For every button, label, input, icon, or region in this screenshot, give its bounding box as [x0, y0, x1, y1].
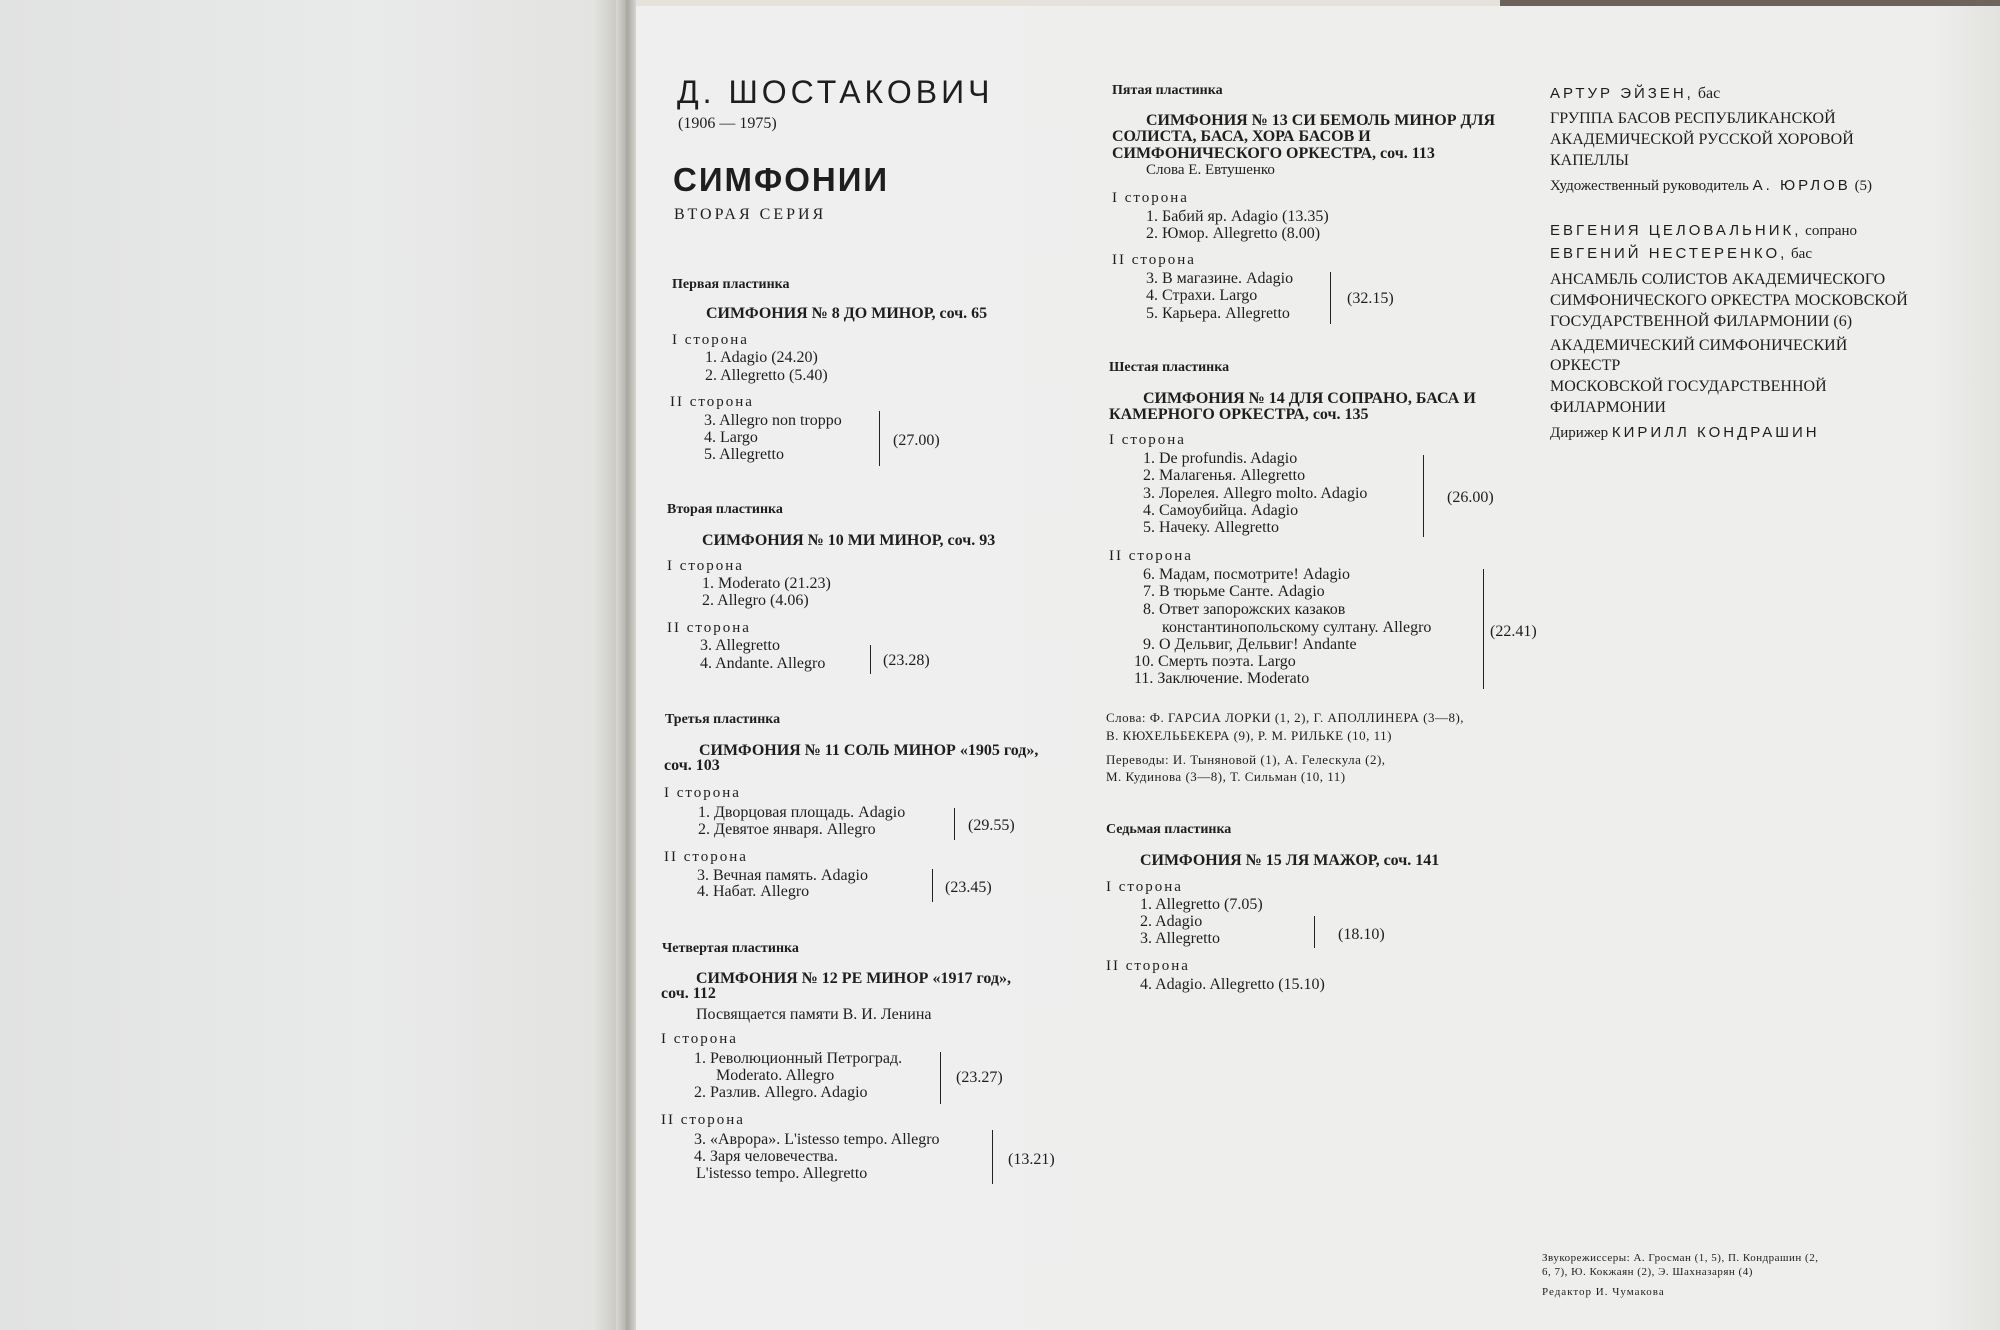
lyrics-credit-cont: В. КЮХЕЛЬБЕКЕРА (9), Р. М. РИЛЬКЕ (10, 11) [1106, 728, 1392, 743]
record-label: Вторая пластинка [667, 502, 783, 517]
bracket-line [1330, 272, 1331, 324]
performer-role: сопрано [1805, 223, 1858, 239]
track: 2. Юмор. Allegretto (8.00) [1146, 225, 1321, 242]
side-duration: (26.00) [1447, 489, 1494, 506]
performer-role: бас [1791, 246, 1812, 262]
composer-years: (1906 — 1975) [678, 115, 777, 132]
booklet-fold [616, 0, 636, 1330]
record-ref: (5) [1854, 178, 1873, 194]
track: 3. В магазине. Adagio [1146, 270, 1294, 287]
side-label: II сторона [1106, 958, 1190, 974]
track: 1. Бабий яр. Adagio (13.35) [1146, 208, 1329, 225]
composer-name: Д. ШОСТАКОВИЧ [677, 74, 994, 110]
track: 4. Самоубийца. Adagio [1143, 502, 1299, 519]
record-label: Третья пластинка [665, 712, 781, 727]
track: 1. Moderato (21.23) [702, 575, 831, 592]
ensemble-line: ГРУППА БАСОВ РЕСПУБЛИКАНСКОЙ [1550, 110, 1836, 127]
track: 11. Заключение. Moderato [1134, 670, 1310, 687]
record-title: СИМФОНИЯ № 15 ЛЯ МАЖОР, соч. 141 [1140, 852, 1440, 869]
record-title-cont: СОЛИСТА, БАСА, ХОРА БАСОВ И [1112, 128, 1371, 145]
track: 8. Ответ запорожских казаков [1143, 601, 1346, 618]
translation-credit: Переводы: И. Тыняновой (1), А. Гелескула (2), [1106, 752, 1386, 767]
record-title-cont: соч. 103 [664, 757, 720, 774]
editor-credit: Редактор И. Чумакова [1542, 1286, 1665, 1298]
track: 3. Allegretto [700, 637, 780, 654]
track: 3. Лорелея. Allegro molto. Adagio [1143, 485, 1368, 502]
record-title: СИМФОНИЯ № 8 ДО МИНОР, соч. 65 [706, 305, 988, 322]
track: 3. Allegretto [1140, 930, 1220, 947]
side-label: I сторона [667, 558, 744, 574]
left-page [0, 0, 618, 1330]
bracket-line [954, 808, 955, 840]
lyrics-credit: Слова Е. Евтушенко [1146, 162, 1275, 178]
orchestra-line: АКАДЕМИЧЕСКИЙ СИМФОНИЧЕСКИЙ [1550, 337, 1848, 354]
side-duration: (23.27) [956, 1069, 1003, 1086]
ensemble-line: СИМФОНИЧЕСКОГО ОРКЕСТРА МОСКОВСКОЙ [1550, 292, 1908, 309]
side-duration: (23.28) [883, 652, 930, 669]
bracket-line [1423, 455, 1424, 537]
side-duration: (23.45) [945, 879, 992, 896]
record-label: Первая пластинка [672, 277, 790, 292]
side-duration: (29.55) [968, 817, 1015, 834]
track: 6. Мадам, посмотрите! Adagio [1143, 566, 1350, 583]
record-label: Седьмая пластинка [1106, 822, 1232, 837]
record-title: СИМФОНИЯ № 13 СИ БЕМОЛЬ МИНОР ДЛЯ [1146, 112, 1495, 129]
side-duration: (13.21) [1008, 1151, 1055, 1168]
side-duration: (27.00) [893, 432, 940, 449]
performer [1550, 223, 1857, 239]
track: 1. Allegretto (7.05) [1140, 896, 1263, 913]
track: 9. О Дельвиг, Дельвиг! Andante [1143, 636, 1357, 653]
track: 4. Adagio. Allegretto (15.10) [1140, 976, 1325, 993]
orchestra-line: МОСКОВСКОЙ ГОСУДАРСТВЕННОЙ [1550, 378, 1827, 395]
record-title: СИМФОНИЯ № 14 ДЛЯ СОПРАНО, БАСА И [1143, 390, 1476, 407]
side-duration: (22.41) [1490, 623, 1537, 640]
track: 2. Малагенья. Allegretto [1143, 467, 1306, 484]
track: 4. Страхи. Largo [1146, 287, 1258, 304]
track: 3. Вечная память. Adagio [697, 867, 868, 884]
performer [1550, 246, 1812, 262]
track: 1. Дворцовая площадь. Adagio [698, 804, 906, 821]
track: 4. Набат. Allegro [697, 883, 810, 900]
track: 1. De profundis. Adagio [1143, 450, 1298, 467]
lyrics-credit: Слова: Ф. ГАРСИА ЛОРКИ (1, 2), Г. АПОЛЛИНЕРА (3—8), [1106, 710, 1465, 725]
track: 5. Карьера. Allegretto [1146, 305, 1290, 322]
bracket-line [940, 1052, 941, 1104]
side-label: II сторона [667, 620, 751, 636]
performer-name: ЕВГЕНИЯ ЦЕЛОВАЛЬНИК, [1550, 222, 1802, 239]
performer-role: бас [1697, 85, 1721, 102]
page-title: СИМФОНИИ [673, 161, 890, 198]
orchestra-line: ОРКЕСТР [1550, 357, 1621, 374]
record-title: СИМФОНИЯ № 12 РЕ МИНОР «1917 год», [696, 970, 1011, 987]
side-duration: (18.10) [1338, 926, 1385, 943]
conductor-name: КИРИЛЛ КОНДРАШИН [1611, 424, 1820, 441]
bracket-line [932, 869, 933, 902]
conductor-label: Дирижер [1550, 425, 1609, 441]
conductor [1550, 425, 1820, 441]
track-cont: Moderato. Allegro [716, 1067, 835, 1084]
director-label: Художественный руководитель [1550, 178, 1749, 194]
side-label: I сторона [1106, 879, 1183, 895]
track: 3. «Аврора». L'istesso tempo. Allegro [694, 1131, 940, 1148]
track: 2. Девятое января. Allegro [698, 821, 876, 838]
record-title: СИМФОНИЯ № 11 СОЛЬ МИНОР «1905 год», [699, 742, 1039, 759]
ensemble-line [1550, 314, 1852, 330]
record-label: Пятая пластинка [1112, 83, 1223, 98]
record-label: Шестая пластинка [1109, 360, 1230, 375]
track: 2. Allegro (4.06) [702, 592, 809, 609]
track: 4. Andante. Allegro [700, 655, 826, 672]
track-cont: L'istesso tempo. Allegretto [696, 1165, 868, 1182]
sound-engineers-cont: 6, 7), Ю. Кокжаян (2), Э. Шахназарян (4) [1542, 1266, 1753, 1278]
ensemble-line: КАПЕЛЛЫ [1550, 152, 1629, 169]
ensemble-line-text: ГОСУДАРСТВЕННОЙ ФИЛАРМОНИИ [1550, 313, 1830, 330]
record-label: Четвертая пластинка [662, 941, 799, 956]
page-edge-shadow [1932, 0, 2000, 1330]
ensemble-line: АКАДЕМИЧЕСКОЙ РУССКОЙ ХОРОВОЙ [1550, 131, 1854, 148]
side-label: I сторона [1109, 432, 1186, 448]
track: 10. Смерть поэта. Largo [1134, 653, 1296, 670]
orchestra-line: ФИЛАРМОНИИ [1550, 399, 1666, 416]
series-subtitle: ВТОРАЯ СЕРИЯ [674, 206, 827, 223]
track: 4. Largo [704, 429, 758, 446]
side-label: II сторона [661, 1112, 745, 1128]
record-ref: (6) [1833, 313, 1853, 330]
track: 2. Разлив. Allegro. Adagio [694, 1084, 868, 1101]
track: 3. Allegro non troppo [704, 412, 842, 429]
performer [1550, 86, 1720, 102]
record-title-cont: КАМЕРНОГО ОРКЕСТРА, соч. 135 [1109, 406, 1369, 423]
track: 2. Allegretto (5.40) [705, 367, 828, 384]
side-label: I сторона [672, 332, 749, 348]
dedication: Посвящается памяти В. И. Ленина [696, 1006, 932, 1023]
bracket-line [992, 1130, 993, 1184]
record-title-cont: СИМФОНИЧЕСКОГО ОРКЕСТРА, соч. 113 [1112, 145, 1435, 162]
side-duration: (32.15) [1347, 290, 1394, 307]
bracket-line [1483, 569, 1484, 689]
track: 7. В тюрьме Санте. Adagio [1143, 583, 1325, 600]
track: 5. Allegretto [704, 446, 784, 463]
bracket-line [870, 645, 871, 674]
side-label: I сторона [1112, 190, 1189, 206]
track-cont: константинопольскому султану. Allegro [1162, 619, 1432, 636]
translation-credit-cont: М. Кудинова (3—8), Т. Сильман (10, 11) [1106, 769, 1346, 784]
track: 5. Начеку. Allegretto [1143, 519, 1279, 536]
sound-engineers: Звукорежиссеры: А. Гросман (1, 5), П. Кондрашин (2, [1542, 1252, 1819, 1264]
side-label: I сторона [664, 785, 741, 801]
track: 1. Революционный Петроград. [694, 1050, 903, 1067]
bracket-line [1314, 916, 1315, 948]
side-label: I сторона [661, 1031, 738, 1047]
side-label: II сторона [1109, 548, 1193, 564]
record-title: СИМФОНИЯ № 10 МИ МИНОР, соч. 93 [702, 532, 996, 549]
track: 1. Adagio (24.20) [705, 349, 818, 366]
record-title-cont: соч. 112 [661, 985, 716, 1002]
track: 2. Adagio [1140, 913, 1203, 930]
performer-name: ЕВГЕНИЙ НЕСТЕРЕНКО, [1550, 245, 1788, 262]
side-label: II сторона [664, 849, 748, 865]
director-name: А. ЮРЛОВ [1752, 177, 1851, 194]
artistic-director [1550, 178, 1872, 194]
ensemble-line: АНСАМБЛЬ СОЛИСТОВ АКАДЕМИЧЕСКОГО [1550, 271, 1886, 288]
side-label: II сторона [1112, 252, 1196, 268]
bracket-line [879, 411, 880, 466]
performer-name: АРТУР ЭЙЗЕН, [1550, 85, 1694, 102]
track: 4. Заря человечества. [694, 1148, 838, 1165]
side-label: II сторона [670, 394, 754, 410]
